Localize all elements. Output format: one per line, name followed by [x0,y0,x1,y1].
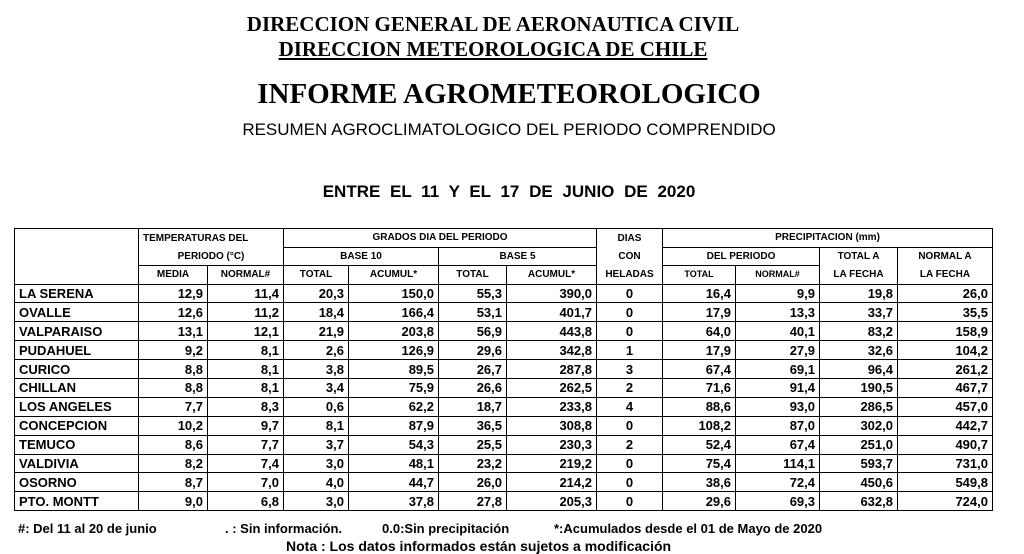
cell-b5-total: 53,1 [439,303,507,322]
org-subname: DIRECCION METEOROLOGICA DE CHILE [278,37,708,61]
header-acumul-b10: ACUMUL* [349,266,439,285]
cell-temp-media: 10,2 [139,416,208,435]
header-precip-total: TOTAL [663,266,736,285]
cell-temp-media: 9,0 [139,492,208,511]
header-la-fecha-2: LA FECHA [898,266,993,285]
cell-total-a-la-fecha: 33,7 [820,303,898,322]
cell-total-a-la-fecha: 96,4 [820,360,898,379]
cell-total-a-la-fecha: 190,5 [820,378,898,397]
cell-total-a-la-fecha: 286,5 [820,397,898,416]
header-media: MEDIA [139,266,208,285]
cell-b5-total: 55,3 [439,284,507,303]
cell-station: LOS ANGELES [15,397,139,416]
header-row-2 [15,247,993,266]
cell-b5-acumul: 342,8 [507,341,597,360]
cell-b5-total: 56,9 [439,322,507,341]
cell-temp-media: 8,2 [139,454,208,473]
cell-precip-normal: 72,4 [736,473,820,492]
table-row [15,473,993,492]
cell-b10-acumul: 203,8 [349,322,439,341]
cell-normal-a-la-fecha: 442,7 [898,416,993,435]
cell-temp-media: 7,7 [139,397,208,416]
cell-b10-acumul: 48,1 [349,454,439,473]
cell-b10-total: 2,6 [284,341,349,360]
header-station-cell [15,247,139,266]
cell-precip-total: 88,6 [663,397,736,416]
agro-table [14,228,993,511]
cell-total-a-la-fecha: 19,8 [820,284,898,303]
table-row [15,416,993,435]
cell-precip-normal: 93,0 [736,397,820,416]
cell-heladas: 0 [597,454,663,473]
cell-b5-acumul: 230,3 [507,435,597,454]
cell-precip-normal: 13,3 [736,303,820,322]
header-row-3 [15,266,993,285]
cell-b10-total: 21,9 [284,322,349,341]
header-precip-normal: NORMAL# [736,266,820,285]
table-row [15,435,993,454]
cell-heladas: 0 [597,492,663,511]
cell-total-a-la-fecha: 450,6 [820,473,898,492]
header-dias: DIAS [597,229,663,248]
cell-temp-media: 13,1 [139,322,208,341]
cell-b10-total: 3,7 [284,435,349,454]
cell-b5-acumul: 262,5 [507,378,597,397]
cell-temp-normal: 11,4 [208,284,284,303]
cell-b10-acumul: 54,3 [349,435,439,454]
cell-b5-acumul: 308,8 [507,416,597,435]
cell-total-a-la-fecha: 632,8 [820,492,898,511]
cell-precip-total: 108,2 [663,416,736,435]
cell-temp-normal: 8,1 [208,360,284,379]
cell-normal-a-la-fecha: 490,7 [898,435,993,454]
cell-precip-normal: 67,4 [736,435,820,454]
header-precip: PRECIPITACION (mm) [663,229,993,248]
table-row [15,303,993,322]
cell-b5-total: 29,6 [439,341,507,360]
cell-precip-normal: 69,1 [736,360,820,379]
cell-b10-acumul: 44,7 [349,473,439,492]
cell-temp-media: 8,8 [139,378,208,397]
cell-station: PUDAHUEL [15,341,139,360]
header-del-periodo: DEL PERIODO [663,247,820,266]
cell-station: CURICO [15,360,139,379]
cell-temp-normal: 12,1 [208,322,284,341]
cell-normal-a-la-fecha: 35,5 [898,303,993,322]
cell-total-a-la-fecha: 32,6 [820,341,898,360]
cell-heladas: 0 [597,473,663,492]
cell-temp-normal: 8,1 [208,378,284,397]
header-row-1 [15,229,993,248]
cell-station: VALDIVIA [15,454,139,473]
cell-temp-normal: 7,7 [208,435,284,454]
table-row [15,397,993,416]
cell-temp-normal: 8,1 [208,341,284,360]
cell-heladas: 2 [597,378,663,397]
cell-temp-media: 8,7 [139,473,208,492]
cell-total-a-la-fecha: 302,0 [820,416,898,435]
cell-b10-total: 3,8 [284,360,349,379]
cell-temp-media: 8,8 [139,360,208,379]
cell-b5-total: 25,5 [439,435,507,454]
cell-b10-acumul: 126,9 [349,341,439,360]
cell-temp-normal: 6,8 [208,492,284,511]
cell-b10-acumul: 75,9 [349,378,439,397]
header-normal: NORMAL# [208,266,284,285]
table-row [15,341,993,360]
header-la-fecha-1: LA FECHA [820,266,898,285]
cell-temp-normal: 8,3 [208,397,284,416]
cell-temp-normal: 9,7 [208,416,284,435]
cell-station: CONCEPCION [15,416,139,435]
cell-b5-acumul: 390,0 [507,284,597,303]
cell-precip-total: 75,4 [663,454,736,473]
cell-temp-media: 9,2 [139,341,208,360]
cell-b10-total: 4,0 [284,473,349,492]
cell-heladas: 0 [597,322,663,341]
cell-station: VALPARAISO [15,322,139,341]
cell-b5-total: 26,6 [439,378,507,397]
table-row [15,492,993,511]
cell-b10-acumul: 62,2 [349,397,439,416]
cell-b5-acumul: 219,2 [507,454,597,473]
cell-heladas: 0 [597,416,663,435]
footer-note-accum: *:Acumulados desde el 01 de Mayo de 2020 [554,521,823,536]
table-row [15,378,993,397]
cell-b10-acumul: 166,4 [349,303,439,322]
cell-normal-a-la-fecha: 467,7 [898,378,993,397]
header-base5: BASE 5 [439,247,597,266]
cell-normal-a-la-fecha: 731,0 [898,454,993,473]
report-subtitle: RESUMEN AGROCLIMATOLOGICO DEL PERIODO COMPRENDIDO [242,120,776,139]
table-row [15,322,993,341]
cell-b5-total: 26,0 [439,473,507,492]
org-name: DIRECCION GENERAL DE AERONAUTICA CIVIL [246,12,740,36]
header-base10: BASE 10 [284,247,439,266]
cell-precip-total: 17,9 [663,303,736,322]
cell-b10-total: 20,3 [284,284,349,303]
footer-note-no-info: . : Sin información. [225,521,343,536]
report-period: ENTRE EL 11 Y EL 17 DE JUNIO DE 2020 [322,182,696,201]
cell-normal-a-la-fecha: 549,8 [898,473,993,492]
cell-precip-total: 52,4 [663,435,736,454]
cell-b10-acumul: 87,9 [349,416,439,435]
header-station-cell [15,266,139,285]
cell-heladas: 1 [597,341,663,360]
cell-b10-total: 18,4 [284,303,349,322]
cell-b5-acumul: 233,8 [507,397,597,416]
cell-temp-normal: 7,4 [208,454,284,473]
header-total-a: TOTAL A [820,247,898,266]
cell-station: LA SERENA [15,284,139,303]
cell-heladas: 3 [597,360,663,379]
cell-b5-acumul: 443,8 [507,322,597,341]
report-title: INFORME AGROMETEOROLOGICO [257,78,761,110]
cell-total-a-la-fecha: 83,2 [820,322,898,341]
cell-precip-total: 16,4 [663,284,736,303]
header-heladas: HELADAS [597,266,663,285]
cell-precip-normal: 114,1 [736,454,820,473]
cell-precip-normal: 40,1 [736,322,820,341]
cell-temp-normal: 7,0 [208,473,284,492]
cell-b5-total: 27,8 [439,492,507,511]
cell-station: CHILLAN [15,378,139,397]
cell-normal-a-la-fecha: 261,2 [898,360,993,379]
cell-station: PTO. MONTT [15,492,139,511]
cell-temp-media: 12,6 [139,303,208,322]
table-row [15,284,993,303]
cell-heladas: 2 [597,435,663,454]
cell-b10-total: 3,0 [284,454,349,473]
cell-b5-acumul: 214,2 [507,473,597,492]
cell-heladas: 0 [597,284,663,303]
footer-nota: Nota : Los datos informados están sujetos a modificación [286,538,672,554]
cell-precip-normal: 9,9 [736,284,820,303]
cell-precip-normal: 91,4 [736,378,820,397]
cell-normal-a-la-fecha: 457,0 [898,397,993,416]
cell-b10-total: 0,6 [284,397,349,416]
table-row [15,360,993,379]
cell-normal-a-la-fecha: 26,0 [898,284,993,303]
cell-b10-total: 8,1 [284,416,349,435]
cell-precip-total: 64,0 [663,322,736,341]
cell-precip-normal: 69,3 [736,492,820,511]
cell-b10-total: 3,4 [284,378,349,397]
table-row [15,454,993,473]
cell-normal-a-la-fecha: 724,0 [898,492,993,511]
cell-precip-normal: 87,0 [736,416,820,435]
cell-b5-total: 36,5 [439,416,507,435]
cell-precip-total: 38,6 [663,473,736,492]
header-total-b5: TOTAL [439,266,507,285]
header-temp-2: PERIODO (°C) [139,247,284,266]
footer-note-no-precip: 0.0:Sin precipitación [382,521,510,536]
cell-b5-total: 18,7 [439,397,507,416]
cell-b10-acumul: 89,5 [349,360,439,379]
cell-b10-acumul: 150,0 [349,284,439,303]
header-con: CON [597,247,663,266]
footer-note-period: #: Del 11 al 20 de junio [18,521,157,536]
header-acumul-b5: ACUMUL* [507,266,597,285]
cell-temp-normal: 11,2 [208,303,284,322]
cell-b5-acumul: 287,8 [507,360,597,379]
cell-temp-media: 8,6 [139,435,208,454]
cell-heladas: 4 [597,397,663,416]
cell-precip-total: 71,6 [663,378,736,397]
header-normal-a: NORMAL A [898,247,993,266]
cell-total-a-la-fecha: 251,0 [820,435,898,454]
cell-precip-total: 29,6 [663,492,736,511]
cell-precip-total: 17,9 [663,341,736,360]
cell-total-a-la-fecha: 593,7 [820,454,898,473]
header-temp-1: TEMPERATURAS DEL [139,229,284,248]
cell-b10-total: 3,0 [284,492,349,511]
cell-temp-media: 12,9 [139,284,208,303]
cell-normal-a-la-fecha: 104,2 [898,341,993,360]
cell-precip-total: 67,4 [663,360,736,379]
cell-b5-acumul: 401,7 [507,303,597,322]
cell-station: OSORNO [15,473,139,492]
cell-b10-acumul: 37,8 [349,492,439,511]
header-total-b10: TOTAL [284,266,349,285]
header-station-cell [15,229,139,248]
cell-heladas: 0 [597,303,663,322]
header-grados: GRADOS DIA DEL PERIODO [284,229,597,248]
cell-station: OVALLE [15,303,139,322]
cell-normal-a-la-fecha: 158,9 [898,322,993,341]
cell-b5-total: 23,2 [439,454,507,473]
cell-b5-acumul: 205,3 [507,492,597,511]
cell-station: TEMUCO [15,435,139,454]
cell-b5-total: 26,7 [439,360,507,379]
cell-precip-normal: 27,9 [736,341,820,360]
